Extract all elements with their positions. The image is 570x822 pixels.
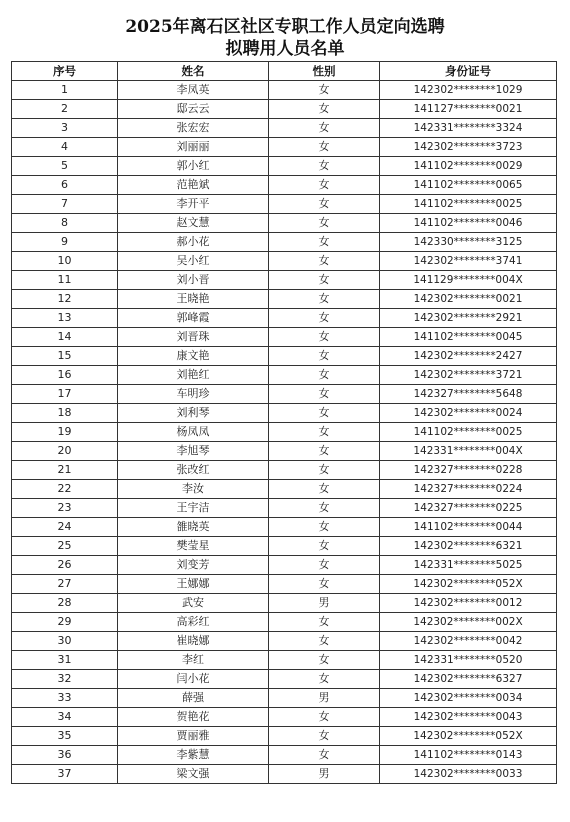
cell-no: 6: [12, 176, 118, 195]
document-subtitle: 拟聘用人员名单: [225, 39, 345, 59]
table-row: [12, 537, 557, 556]
cell-no: 31: [12, 651, 118, 670]
cell-name: 李汝: [118, 480, 269, 499]
cell-no: 27: [12, 575, 118, 594]
cell-name: 李红: [118, 651, 269, 670]
cell-sex: 女: [269, 423, 380, 442]
table-row: [12, 290, 557, 309]
cell-name: 王娜娜: [118, 575, 269, 594]
cell-name: 闫小花: [118, 670, 269, 689]
cell-no: 15: [12, 347, 118, 366]
cell-id: 142302********0021: [380, 290, 557, 309]
cell-no: 37: [12, 765, 118, 784]
cell-id: 141102********0046: [380, 214, 557, 233]
cell-name: 樊莹星: [118, 537, 269, 556]
table-row: [12, 461, 557, 480]
cell-sex: 男: [269, 689, 380, 708]
cell-sex: 女: [269, 632, 380, 651]
cell-sex: 女: [269, 252, 380, 271]
header-no: 序号: [12, 62, 118, 81]
cell-name: 李旭琴: [118, 442, 269, 461]
cell-id: 142327********0224: [380, 480, 557, 499]
table-row: [12, 423, 557, 442]
cell-sex: 女: [269, 746, 380, 765]
cell-no: 5: [12, 157, 118, 176]
cell-name: 梁文强: [118, 765, 269, 784]
table-row: [12, 195, 557, 214]
cell-no: 4: [12, 138, 118, 157]
cell-sex: 女: [269, 385, 380, 404]
table-row: [12, 632, 557, 651]
hiring-roster-table: [11, 61, 557, 784]
cell-sex: 女: [269, 537, 380, 556]
cell-id: 142302********052X: [380, 575, 557, 594]
cell-id: 142302********6321: [380, 537, 557, 556]
cell-name: 张宏宏: [118, 119, 269, 138]
table-row: [12, 746, 557, 765]
cell-no: 7: [12, 195, 118, 214]
cell-sex: 女: [269, 651, 380, 670]
cell-name: 李凤英: [118, 81, 269, 100]
cell-id: 142327********0225: [380, 499, 557, 518]
table-row: [12, 689, 557, 708]
cell-no: 12: [12, 290, 118, 309]
table-row: [12, 480, 557, 499]
cell-no: 30: [12, 632, 118, 651]
cell-no: 20: [12, 442, 118, 461]
cell-name: 刘艳红: [118, 366, 269, 385]
cell-sex: 女: [269, 309, 380, 328]
header-sex: 性别: [269, 62, 380, 81]
cell-id: 142330********3125: [380, 233, 557, 252]
cell-sex: 女: [269, 233, 380, 252]
cell-no: 11: [12, 271, 118, 290]
cell-sex: 女: [269, 613, 380, 632]
cell-sex: 女: [269, 461, 380, 480]
table-row: [12, 727, 557, 746]
cell-name: 高彩红: [118, 613, 269, 632]
table-row: [12, 100, 557, 119]
cell-name: 贺艳花: [118, 708, 269, 727]
cell-id: 142327********5648: [380, 385, 557, 404]
table-row: [12, 765, 557, 784]
cell-sex: 女: [269, 670, 380, 689]
cell-name: 王宇洁: [118, 499, 269, 518]
cell-name: 郭峰霞: [118, 309, 269, 328]
cell-id: 142302********3721: [380, 366, 557, 385]
cell-id: 141102********0045: [380, 328, 557, 347]
cell-name: 刘丽丽: [118, 138, 269, 157]
cell-no: 21: [12, 461, 118, 480]
cell-no: 19: [12, 423, 118, 442]
cell-id: 142302********0043: [380, 708, 557, 727]
table-row: [12, 309, 557, 328]
cell-no: 36: [12, 746, 118, 765]
table-row: [12, 214, 557, 233]
cell-no: 35: [12, 727, 118, 746]
cell-name: 李开平: [118, 195, 269, 214]
cell-no: 29: [12, 613, 118, 632]
cell-no: 18: [12, 404, 118, 423]
cell-sex: 女: [269, 708, 380, 727]
cell-sex: 女: [269, 727, 380, 746]
table-row: [12, 252, 557, 271]
cell-sex: 女: [269, 556, 380, 575]
cell-id: 142302********2921: [380, 309, 557, 328]
cell-id: 141129********004X: [380, 271, 557, 290]
cell-sex: 女: [269, 518, 380, 537]
cell-name: 薛强: [118, 689, 269, 708]
cell-no: 16: [12, 366, 118, 385]
cell-id: 142302********3741: [380, 252, 557, 271]
table-body: [12, 81, 557, 784]
header-name: 姓名: [118, 62, 269, 81]
cell-id: 142302********0042: [380, 632, 557, 651]
cell-name: 崔晓娜: [118, 632, 269, 651]
cell-no: 14: [12, 328, 118, 347]
cell-no: 22: [12, 480, 118, 499]
cell-id: 142302********3723: [380, 138, 557, 157]
cell-sex: 女: [269, 347, 380, 366]
cell-sex: 女: [269, 366, 380, 385]
cell-no: 33: [12, 689, 118, 708]
cell-sex: 女: [269, 119, 380, 138]
cell-sex: 女: [269, 442, 380, 461]
cell-id: 142331********5025: [380, 556, 557, 575]
cell-name: 李紫慧: [118, 746, 269, 765]
cell-name: 刘小晋: [118, 271, 269, 290]
table-row: [12, 613, 557, 632]
cell-id: 142331********004X: [380, 442, 557, 461]
cell-no: 26: [12, 556, 118, 575]
cell-sex: 女: [269, 195, 380, 214]
table-header: [12, 62, 557, 81]
document-title: 2025年离石区社区专职工作人员定向选聘: [125, 17, 445, 37]
cell-no: 32: [12, 670, 118, 689]
cell-id: 142302********0024: [380, 404, 557, 423]
cell-sex: 女: [269, 480, 380, 499]
cell-no: 1: [12, 81, 118, 100]
cell-no: 2: [12, 100, 118, 119]
table-row: [12, 385, 557, 404]
cell-name: 邸云云: [118, 100, 269, 119]
cell-name: 杨凤凤: [118, 423, 269, 442]
cell-name: 刘晋珠: [118, 328, 269, 347]
table-row: [12, 556, 557, 575]
cell-no: 34: [12, 708, 118, 727]
table-row: [12, 670, 557, 689]
cell-id: 141102********0065: [380, 176, 557, 195]
cell-id: 142302********052X: [380, 727, 557, 746]
cell-id: 141102********0044: [380, 518, 557, 537]
cell-id: 141102********0025: [380, 195, 557, 214]
cell-id: 142302********0012: [380, 594, 557, 613]
cell-name: 范艳斌: [118, 176, 269, 195]
cell-name: 刘变芳: [118, 556, 269, 575]
cell-id: 142302********6327: [380, 670, 557, 689]
cell-name: 武安: [118, 594, 269, 613]
cell-name: 赵文慧: [118, 214, 269, 233]
cell-id: 142302********0033: [380, 765, 557, 784]
cell-name: 康文艳: [118, 347, 269, 366]
cell-sex: 女: [269, 176, 380, 195]
cell-id: 142302********2427: [380, 347, 557, 366]
cell-no: 25: [12, 537, 118, 556]
header-row: [12, 62, 557, 81]
cell-no: 10: [12, 252, 118, 271]
cell-id: 142302********002X: [380, 613, 557, 632]
table-row: [12, 271, 557, 290]
cell-name: 刘利琴: [118, 404, 269, 423]
table-row: [12, 651, 557, 670]
table-row: [12, 176, 557, 195]
cell-sex: 女: [269, 271, 380, 290]
table-row: [12, 708, 557, 727]
cell-id: 141127********0021: [380, 100, 557, 119]
cell-sex: 女: [269, 404, 380, 423]
header-id: 身份证号: [380, 62, 557, 81]
table-row: [12, 233, 557, 252]
table-row: [12, 157, 557, 176]
cell-id: 141102********0143: [380, 746, 557, 765]
cell-sex: 女: [269, 214, 380, 233]
cell-name: 雒晓英: [118, 518, 269, 537]
cell-no: 13: [12, 309, 118, 328]
cell-no: 8: [12, 214, 118, 233]
table-row: [12, 328, 557, 347]
cell-sex: 女: [269, 138, 380, 157]
cell-id: 142302********1029: [380, 81, 557, 100]
cell-name: 王晓艳: [118, 290, 269, 309]
table-row: [12, 366, 557, 385]
table-row: [12, 594, 557, 613]
cell-no: 9: [12, 233, 118, 252]
cell-name: 郭小红: [118, 157, 269, 176]
cell-id: 141102********0025: [380, 423, 557, 442]
cell-no: 17: [12, 385, 118, 404]
cell-sex: 女: [269, 100, 380, 119]
cell-sex: 女: [269, 575, 380, 594]
cell-sex: 男: [269, 765, 380, 784]
cell-name: 郝小花: [118, 233, 269, 252]
cell-id: 141102********0029: [380, 157, 557, 176]
cell-name: 张改红: [118, 461, 269, 480]
cell-name: 车明珍: [118, 385, 269, 404]
table-row: [12, 138, 557, 157]
cell-no: 28: [12, 594, 118, 613]
table-row: [12, 81, 557, 100]
cell-name: 贾丽雅: [118, 727, 269, 746]
cell-sex: 女: [269, 328, 380, 347]
cell-id: 142331********3324: [380, 119, 557, 138]
table-row: [12, 518, 557, 537]
table-row: [12, 442, 557, 461]
table-row: [12, 404, 557, 423]
cell-name: 吴小红: [118, 252, 269, 271]
table-row: [12, 499, 557, 518]
cell-sex: 女: [269, 81, 380, 100]
cell-no: 24: [12, 518, 118, 537]
cell-sex: 女: [269, 157, 380, 176]
table-row: [12, 575, 557, 594]
table-row: [12, 119, 557, 138]
table-row: [12, 347, 557, 366]
cell-id: 142327********0228: [380, 461, 557, 480]
cell-no: 23: [12, 499, 118, 518]
cell-sex: 女: [269, 290, 380, 309]
cell-id: 142331********0520: [380, 651, 557, 670]
cell-sex: 女: [269, 499, 380, 518]
cell-no: 3: [12, 119, 118, 138]
cell-id: 142302********0034: [380, 689, 557, 708]
cell-sex: 男: [269, 594, 380, 613]
